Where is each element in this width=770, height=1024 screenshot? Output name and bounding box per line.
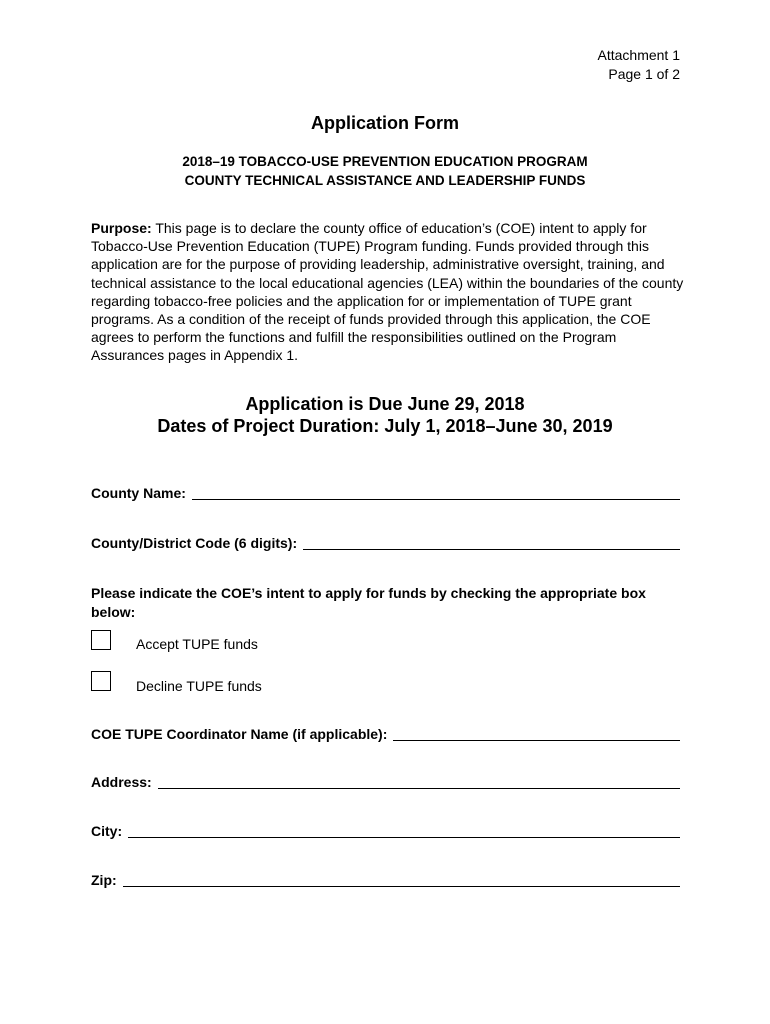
district-code-input[interactable] bbox=[303, 535, 680, 550]
intent-instruction: Please indicate the COE’s intent to apply for funds by checking the appropriate box below: bbox=[91, 585, 646, 620]
decline-checkbox[interactable] bbox=[91, 671, 111, 691]
decline-label: Decline TUPE funds bbox=[136, 678, 262, 694]
address-field bbox=[91, 774, 680, 790]
district-code-field bbox=[91, 535, 680, 551]
purpose-text: This page is to declare the county office of education’s (COE) intent to apply for Tobacco-Use Prevention Education (TUPE) Program funding. Funds provided through this application are for the purpose of providing leadership, administrative oversight, training, and technical assistance to the local educational agencies (LEA) within the boundaries of the county regarding tobacco-free policies and the application for or implementation of TUPE grant programs. As a condition of the receipt of funds provided through this application, the COE agrees to perform the functions and fulfill the responsibilities outlined on the Program Assurances pages in Appendix 1. bbox=[91, 220, 684, 364]
district-code-label: County/District Code (6 digits): bbox=[91, 535, 298, 551]
project-duration: Dates of Project Duration: July 1, 2018–June 30, 2019 bbox=[157, 416, 613, 436]
county-name-input[interactable] bbox=[192, 485, 680, 500]
decline-option bbox=[91, 668, 262, 694]
program-heading bbox=[0, 152, 770, 190]
city-field bbox=[91, 823, 680, 839]
county-name-label: County Name: bbox=[91, 485, 186, 501]
county-name-field bbox=[91, 485, 680, 501]
purpose-paragraph bbox=[91, 219, 691, 365]
due-date: Application is Due June 29, 2018 bbox=[245, 394, 525, 414]
coordinator-field bbox=[91, 726, 680, 742]
coordinator-input[interactable] bbox=[393, 726, 680, 741]
city-label: City: bbox=[91, 823, 123, 839]
accept-label: Accept TUPE funds bbox=[136, 636, 258, 652]
page-number: Page 1 of 2 bbox=[608, 66, 680, 82]
zip-field bbox=[91, 872, 680, 888]
address-input[interactable] bbox=[158, 774, 680, 789]
attachment-label: Attachment 1 bbox=[597, 47, 680, 63]
address-label: Address: bbox=[91, 774, 152, 790]
accept-option bbox=[91, 628, 258, 652]
program-line-1: 2018–19 TOBACCO-USE PREVENTION EDUCATION PROGRAM bbox=[182, 154, 588, 169]
program-line-2: COUNTY TECHNICAL ASSISTANCE AND LEADERSHIP FUNDS bbox=[184, 173, 586, 188]
zip-label: Zip: bbox=[91, 872, 117, 888]
city-input[interactable] bbox=[128, 823, 680, 838]
purpose-label: Purpose: bbox=[91, 220, 152, 236]
accept-checkbox[interactable] bbox=[91, 630, 111, 650]
attachment-header bbox=[598, 46, 681, 84]
zip-input[interactable] bbox=[123, 872, 680, 887]
due-date-block bbox=[0, 393, 770, 437]
form-title: Application Form bbox=[311, 113, 459, 133]
coordinator-label: COE TUPE Coordinator Name (if applicable): bbox=[91, 726, 388, 742]
